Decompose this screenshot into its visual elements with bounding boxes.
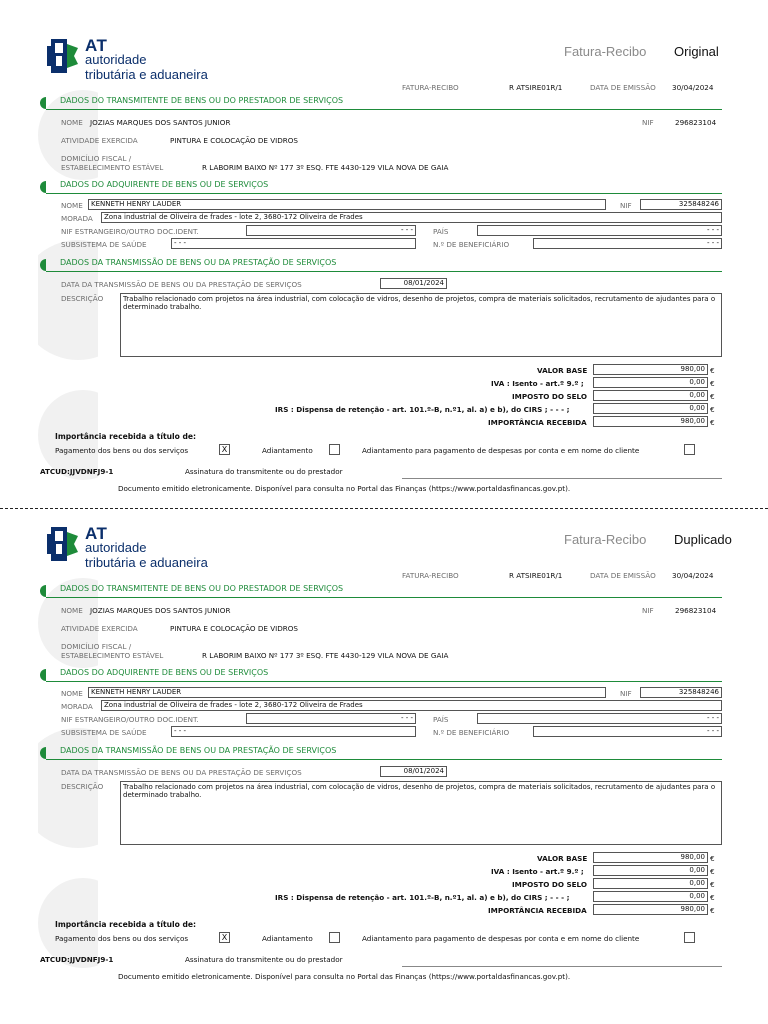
seller-nif: 296823104 xyxy=(675,606,717,615)
doc-type: Fatura-Recibo xyxy=(564,44,647,59)
transaction-section-title: DADOS DA TRANSMISSÃO DE BENS OU DA PRESTAÇÃO DE SERVIÇOS xyxy=(60,258,337,267)
irs-field: 0,00 xyxy=(593,891,708,902)
seller-nif-label: NIF xyxy=(642,606,654,615)
copy-label: Original xyxy=(674,44,719,59)
amount-received-label: IMPORTÂNCIA RECEBIDA xyxy=(488,906,587,915)
signature-line xyxy=(402,966,722,967)
payment-option-2-label: Adiantamento xyxy=(262,446,313,455)
seller-address-label-2: ESTABELECIMENTO ESTÁVEL xyxy=(61,163,164,172)
stamp-tax-field: 0,00 xyxy=(593,878,708,889)
payment-option-1-checkbox[interactable]: X xyxy=(219,444,230,455)
signature-line xyxy=(402,478,722,479)
buyer-name-field: KENNETH HENRY LAUDER xyxy=(88,687,606,698)
seller-name-label: NOME xyxy=(61,606,83,615)
signature-label: Assinatura do transmitente ou do prestador xyxy=(185,955,343,964)
payment-option-2-checkbox[interactable] xyxy=(329,444,340,455)
seller-activity-label: ATIVIDADE EXERCIDA xyxy=(61,624,138,633)
currency-symbol: € xyxy=(710,867,715,876)
currency-symbol: € xyxy=(710,880,715,889)
buyer-nif-field: 325848246 xyxy=(640,199,722,210)
description-field: Trabalho relacionado com projetos na área industrial, com colocação de vidros, desenho de projetos, compra de materiais solicitados, recrutamento de ajudantes para o determinado trabalho. xyxy=(120,781,722,845)
base-value-field: 980,00 xyxy=(593,364,708,375)
payment-option-3-checkbox[interactable] xyxy=(684,932,695,943)
transaction-date-label: DATA DA TRANSMISSÃO DE BENS OU DA PRESTAÇÃO DE SERVIÇOS xyxy=(61,768,302,777)
currency-symbol: € xyxy=(710,366,715,375)
payment-option-2-checkbox[interactable] xyxy=(329,932,340,943)
buyer-health-label: SUBSISTEMA DE SAÚDE xyxy=(61,240,147,249)
payment-option-1-label: Pagamento dos bens ou dos serviços xyxy=(55,446,189,455)
doc-type-label: FATURA-RECIBO xyxy=(402,83,459,92)
doc-number: R ATSIRE01R/1 xyxy=(509,83,563,92)
seller-name: JOZIAS MARQUES DOS SANTOS JUNIOR xyxy=(90,118,231,127)
description-label: DESCRIÇÃO xyxy=(61,782,104,791)
seller-name: JOZIAS MARQUES DOS SANTOS JUNIOR xyxy=(90,606,231,615)
seller-address-label-2: ESTABELECIMENTO ESTÁVEL xyxy=(61,651,164,660)
description-label: DESCRIÇÃO xyxy=(61,294,104,303)
description-field: Trabalho relacionado com projetos na área industrial, com colocação de vidros, desenho de projetos, compra de materiais solicitados, recrutamento de ajudantes para o determinado trabalho. xyxy=(120,293,722,357)
buyer-address-label: MORADA xyxy=(61,214,93,223)
payment-title: Importância recebida a título de: xyxy=(55,432,197,441)
currency-symbol: € xyxy=(710,392,715,401)
seller-address: R LABORIM BAIXO Nº 177 3º ESQ. FTE 4430-129 VILA NOVA DE GAIA xyxy=(202,163,449,172)
electronic-note: Documento emitido eletronicamente. Disponível para consulta no Portal das Finanças (https://www.portaldasfinancas.gov.pt). xyxy=(118,484,571,493)
buyer-foreign-nif-field: - - - xyxy=(246,713,416,724)
currency-symbol: € xyxy=(710,418,715,427)
buyer-country-label: PAÍS xyxy=(433,227,449,236)
transaction-section-header xyxy=(40,258,722,272)
logo-line-2: tributária e aduaneira xyxy=(85,67,208,82)
seller-nif: 296823104 xyxy=(675,118,717,127)
buyer-health-field: - - - xyxy=(171,238,416,249)
buyer-address-label: MORADA xyxy=(61,702,93,711)
receipt-original xyxy=(0,0,768,500)
buyer-nif-field: 325848246 xyxy=(640,687,722,698)
watermark xyxy=(38,90,98,490)
logo-line-2: tributária e aduaneira xyxy=(85,555,208,570)
seller-section-title: DADOS DO TRANSMITENTE DE BENS OU DO PRESTADOR DE SERVIÇOS xyxy=(60,96,344,105)
amount-received-field: 980,00 xyxy=(593,416,708,427)
receipt-duplicate xyxy=(0,488,768,988)
transaction-date-field: 08/01/2024 xyxy=(380,766,447,777)
transaction-date-field: 08/01/2024 xyxy=(380,278,447,289)
buyer-section-title: DADOS DO ADQUIRENTE DE BENS OU DE SERVIÇOS xyxy=(60,668,269,677)
payment-option-3-label: Adiantamento para pagamento de despesas por conta e em nome do cliente xyxy=(362,446,640,455)
logo-line-1: autoridade xyxy=(85,52,147,67)
seller-activity-label: ATIVIDADE EXERCIDA xyxy=(61,136,138,145)
electronic-note: Documento emitido eletronicamente. Disponível para consulta no Portal das Finanças (https://www.portaldasfinancas.gov.pt). xyxy=(118,972,571,981)
buyer-beneficiary-field: - - - xyxy=(533,726,722,737)
iva-field: 0,00 xyxy=(593,865,708,876)
issue-date-label: DATA DE EMISSÃO xyxy=(590,83,656,92)
buyer-foreign-nif-label: NIF ESTRANGEIRO/OUTRO DOC.IDENT. xyxy=(61,715,199,724)
buyer-country-field: - - - xyxy=(477,225,722,236)
payment-option-1-label: Pagamento dos bens ou dos serviços xyxy=(55,934,189,943)
base-value-label: VALOR BASE xyxy=(537,366,588,375)
doc-number: R ATSIRE01R/1 xyxy=(509,571,563,580)
logo-line-1: autoridade xyxy=(85,540,147,555)
logo-at-text: AT xyxy=(85,524,108,543)
buyer-name-label: NOME xyxy=(61,689,83,698)
seller-activity: PINTURA E COLOCAÇÃO DE VIDROS xyxy=(170,136,298,145)
stamp-tax-field: 0,00 xyxy=(593,390,708,401)
buyer-nif-label: NIF xyxy=(620,689,632,698)
currency-symbol: € xyxy=(710,379,715,388)
buyer-section-header xyxy=(40,180,722,194)
issue-date: 30/04/2024 xyxy=(672,83,714,92)
seller-address-label-1: DOMICÍLIO FISCAL / xyxy=(61,154,132,163)
doc-type: Fatura-Recibo xyxy=(564,532,647,547)
seller-nif-label: NIF xyxy=(642,118,654,127)
buyer-country-field: - - - xyxy=(477,713,722,724)
issue-date-label: DATA DE EMISSÃO xyxy=(590,571,656,580)
buyer-health-label: SUBSISTEMA DE SAÚDE xyxy=(61,728,147,737)
seller-section-header xyxy=(40,96,722,110)
buyer-nif-label: NIF xyxy=(620,201,632,210)
atcud-code: ATCUD:JJVDNFJ9-1 xyxy=(40,955,114,964)
irs-label: IRS : Dispensa de retenção - art. 101.º-B, n.º1, al. a) e b), do CIRS ; - - - ; xyxy=(275,405,570,414)
stamp-tax-label: IMPOSTO DO SELO xyxy=(512,392,587,401)
buyer-beneficiary-field: - - - xyxy=(533,238,722,249)
payment-option-3-label: Adiantamento para pagamento de despesas por conta e em nome do cliente xyxy=(362,934,640,943)
currency-symbol: € xyxy=(710,405,715,414)
seller-name-label: NOME xyxy=(61,118,83,127)
seller-section-title: DADOS DO TRANSMITENTE DE BENS OU DO PRESTADOR DE SERVIÇOS xyxy=(60,584,344,593)
seller-address-label-1: DOMICÍLIO FISCAL / xyxy=(61,642,132,651)
amount-received-field: 980,00 xyxy=(593,904,708,915)
watermark xyxy=(38,578,98,978)
buyer-name-label: NOME xyxy=(61,201,83,210)
seller-address: R LABORIM BAIXO Nº 177 3º ESQ. FTE 4430-129 VILA NOVA DE GAIA xyxy=(202,651,449,660)
buyer-address-field: Zona industrial de Oliveira de frades - lote 2, 3680-172 Oliveira de Frades xyxy=(101,700,722,711)
issue-date: 30/04/2024 xyxy=(672,571,714,580)
at-emblem-icon xyxy=(47,524,81,564)
buyer-address-field: Zona industrial de Oliveira de frades - lote 2, 3680-172 Oliveira de Frades xyxy=(101,212,722,223)
copy-label: Duplicado xyxy=(674,532,732,547)
base-value-label: VALOR BASE xyxy=(537,854,588,863)
seller-activity: PINTURA E COLOCAÇÃO DE VIDROS xyxy=(170,624,298,633)
iva-field: 0,00 xyxy=(593,377,708,388)
at-emblem-icon xyxy=(47,36,81,76)
transaction-date-label: DATA DA TRANSMISSÃO DE BENS OU DA PRESTAÇÃO DE SERVIÇOS xyxy=(61,280,302,289)
atcud-code: ATCUD:JJVDNFJ9-1 xyxy=(40,467,114,476)
doc-type-label: FATURA-RECIBO xyxy=(402,571,459,580)
buyer-section-header xyxy=(40,668,722,682)
payment-option-2-label: Adiantamento xyxy=(262,934,313,943)
payment-option-3-checkbox[interactable] xyxy=(684,444,695,455)
amount-received-label: IMPORTÂNCIA RECEBIDA xyxy=(488,418,587,427)
buyer-foreign-nif-label: NIF ESTRANGEIRO/OUTRO DOC.IDENT. xyxy=(61,227,199,236)
payment-title: Importância recebida a título de: xyxy=(55,920,197,929)
irs-field: 0,00 xyxy=(593,403,708,414)
seller-section-header xyxy=(40,584,722,598)
stamp-tax-label: IMPOSTO DO SELO xyxy=(512,880,587,889)
base-value-field: 980,00 xyxy=(593,852,708,863)
buyer-health-field: - - - xyxy=(171,726,416,737)
currency-symbol: € xyxy=(710,893,715,902)
payment-option-1-checkbox[interactable]: X xyxy=(219,932,230,943)
transaction-section-header xyxy=(40,746,722,760)
buyer-country-label: PAÍS xyxy=(433,715,449,724)
signature-label: Assinatura do transmitente ou do prestador xyxy=(185,467,343,476)
iva-label: IVA : Isento - art.º 9.º ; xyxy=(491,867,584,876)
currency-symbol: € xyxy=(710,906,715,915)
buyer-section-title: DADOS DO ADQUIRENTE DE BENS OU DE SERVIÇOS xyxy=(60,180,269,189)
buyer-beneficiary-label: N.º DE BENEFICIÁRIO xyxy=(433,728,510,737)
currency-symbol: € xyxy=(710,854,715,863)
buyer-foreign-nif-field: - - - xyxy=(246,225,416,236)
logo-at-text: AT xyxy=(85,36,108,55)
iva-label: IVA : Isento - art.º 9.º ; xyxy=(491,379,584,388)
irs-label: IRS : Dispensa de retenção - art. 101.º-B, n.º1, al. a) e b), do CIRS ; - - - ; xyxy=(275,893,570,902)
buyer-beneficiary-label: N.º DE BENEFICIÁRIO xyxy=(433,240,510,249)
transaction-section-title: DADOS DA TRANSMISSÃO DE BENS OU DA PRESTAÇÃO DE SERVIÇOS xyxy=(60,746,337,755)
buyer-name-field: KENNETH HENRY LAUDER xyxy=(88,199,606,210)
